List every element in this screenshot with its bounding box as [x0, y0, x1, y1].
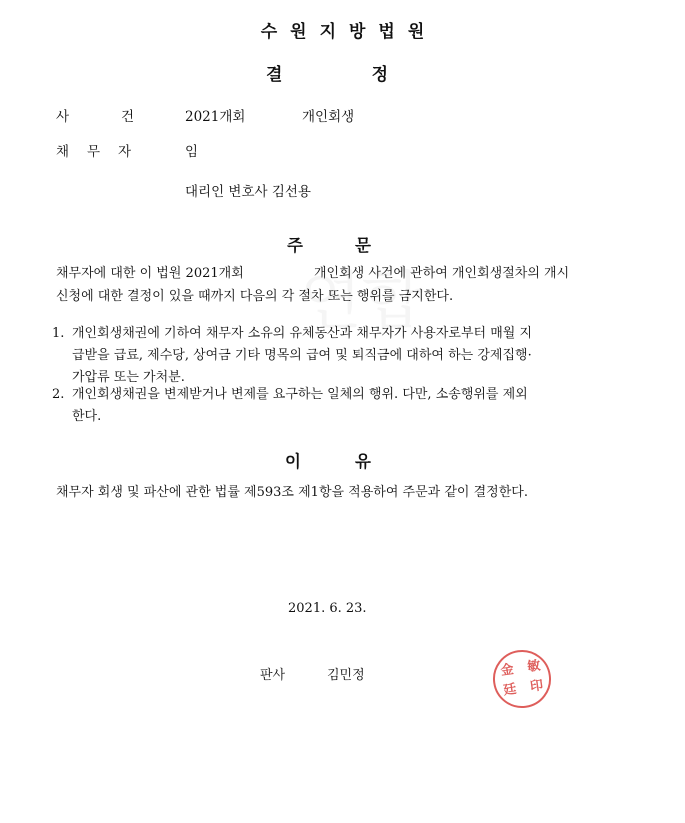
decision-date: 2021. 6. 23. — [288, 601, 367, 616]
debtor-name: 임 — [185, 144, 199, 160]
reason-heading-char-2: 유 — [355, 452, 371, 471]
reason-heading — [285, 448, 371, 472]
document-title-char-2: 정 — [371, 65, 388, 85]
document-title — [266, 60, 388, 85]
order-heading-char-2: 문 — [355, 236, 371, 255]
order-heading — [287, 232, 371, 256]
list-item-line: 가압류 또는 가처분. — [72, 370, 185, 385]
list-item-number: 2. — [52, 387, 65, 402]
judge-title: 판사 — [260, 668, 286, 683]
seal-char: 敏 — [526, 658, 542, 676]
order-text-1b: 개인회생 사건에 관하여 개인회생절차의 개시 — [314, 266, 570, 281]
order-text-2: 신청에 대한 결정이 있을 때까지 다음의 각 절차 또는 행위를 금지한다. — [56, 289, 454, 304]
seal-char: 金 — [499, 662, 515, 679]
list-item-line: 개인회생채권을 변제받거나 변제를 요구하는 일체의 행위. 다만, 소송행위를 제외 — [72, 387, 528, 402]
court-name: 수원지방법원 — [260, 22, 438, 42]
attorney: 대리인 변호사 김선용 — [185, 184, 311, 200]
document-title-char-1: 결 — [266, 65, 283, 85]
seal-char: 印 — [529, 678, 545, 695]
case-type: 개인회생 — [302, 109, 355, 125]
judge-seal — [489, 646, 555, 712]
reason-heading-char-1: 이 — [285, 452, 301, 471]
list-item — [52, 384, 612, 428]
list-item-line: 한다. — [72, 409, 102, 424]
list-item-line: 급받을 급료, 제수당, 상여금 기타 명목의 급여 및 퇴직금에 대하여 하는 강제집행· — [72, 348, 532, 363]
list-item-line: 개인회생채권에 기하여 채무자 소유의 유체동산과 채무자가 사용자로부터 매월 지 — [72, 326, 533, 341]
order-heading-char-1: 주 — [287, 236, 303, 255]
list-item-number: 1. — [52, 326, 65, 341]
list-item — [52, 323, 612, 389]
case-number: 2021개회 — [185, 109, 246, 125]
judge-name: 김민정 — [327, 668, 365, 683]
debtor-label: 채 무 자 — [56, 144, 131, 160]
order-text-1a: 채무자에 대한 이 법원 2021개회 — [56, 266, 244, 281]
case-label: 사 건 — [56, 109, 134, 125]
reason-text: 채무자 회생 및 파산에 관한 법률 제593조 제1항을 적용하여 주문과 같이 결정한다. — [56, 485, 528, 500]
seal-char: 廷 — [502, 681, 518, 699]
